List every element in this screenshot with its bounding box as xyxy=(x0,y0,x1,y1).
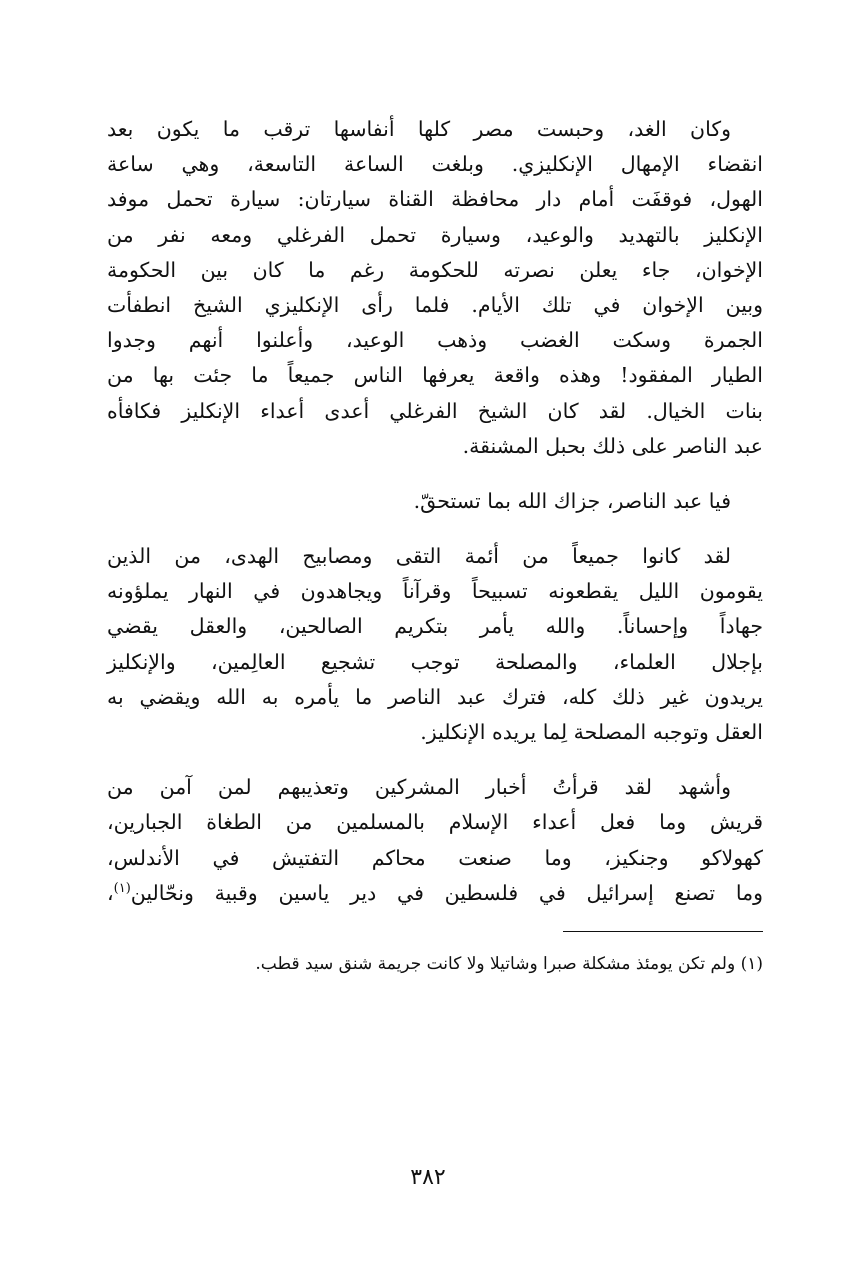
paragraph-4 xyxy=(107,770,763,911)
text-line-with-footnote xyxy=(107,876,763,911)
footnote: (١) ولم تكن يومئذ مشكلة صبرا وشاتيلا ولا كانت جريمة شنق سيد قطب. xyxy=(255,953,763,974)
text-line: الإخوان، جاء يعلن نصرته للحكومة رغم ما كان بين الحكومة xyxy=(107,257,763,282)
paragraph-gap xyxy=(107,464,763,484)
page-number: ٣٨٢ xyxy=(410,1165,446,1190)
text-line: الجمرة وسكت الغضب وذهب الوعيد، وأعلنوا أنهم وجدوا xyxy=(107,328,763,353)
text-line: الهول، فوقفَت أمام دار محافظة القناة سيارتان: سيارة تحمل موفد xyxy=(107,187,763,212)
text-line: فيا عبد الناصر، جزاك الله بما تستحقّ. xyxy=(413,488,731,513)
text-line: جهاداً وإحساناً. والله يأمر بتكريم الصالحين، والعقل يقضي xyxy=(107,614,763,639)
text-line: قريش وما فعل أعداء الإسلام بالمسلمين من الطغاة الجبارين، xyxy=(107,810,763,835)
paragraph-2 xyxy=(107,484,763,519)
text-segment: ، xyxy=(107,880,114,905)
text-segment: وما تصنع إسرائيل في فلسطين في دير ياسين وقبية ونحّالين xyxy=(130,880,763,905)
text-line: العقل وتوجبه المصلحة لِما يريده الإنكليز. xyxy=(420,720,763,744)
text-line: عبد الناصر على ذلك بحبل المشنقة. xyxy=(462,433,763,458)
text-line: كهولاكو وجنكيز، وما صنعت محاكم التفتيش في الأندلس، xyxy=(107,845,763,870)
text-line: وبين الإخوان في تلك الأيام. فلما رأى الإنكليزي الشيخ انطفأت xyxy=(107,292,763,317)
paragraph-gap xyxy=(107,519,763,539)
text-line: يريدون غير ذلك كله، فترك عبد الناصر ما يأمره به الله ويقضي به xyxy=(107,684,763,709)
text-line: لقد كانوا جميعاً من أئمة التقى ومصابيح الهدى، من الذين xyxy=(107,544,731,569)
paragraph-3 xyxy=(107,539,763,750)
text-line: انقضاء الإمهال الإنكليزي. وبلغت الساعة التاسعة، وهي ساعة xyxy=(107,152,763,177)
text-line: وأشهد لقد قرأتُ أخبار المشركين وتعذيبهم لمن آمن من xyxy=(107,775,731,800)
text-line: يقومون الليل يقطعونه تسبيحاً وقرآناً ويجاهدون في النهار يملؤونه xyxy=(107,579,763,604)
text-line: بإجلال العلماء، والمصلحة توجب تشجيع العالِمين، والإنكليز xyxy=(107,649,763,674)
footnote-reference[interactable]: (١) xyxy=(113,880,131,896)
paragraph-gap xyxy=(107,750,763,770)
paragraph-1 xyxy=(107,112,763,464)
footnote-divider xyxy=(563,931,763,932)
page-body xyxy=(107,112,763,978)
text-line: الطيار المفقود! وهذه واقعة يعرفها الناس جميعاً ما جئت بها من xyxy=(107,363,763,388)
text-line: بنات الخيال. لقد كان الشيخ الفرغلي أعدى أعداء الإنكليز فكافأه xyxy=(107,398,763,423)
text-line: وكان الغد، وحبست مصر كلها أنفاسها ترقب ما يكون بعد xyxy=(107,117,731,141)
text-line: الإنكليز بالتهديد والوعيد، وسيارة تحمل الفرغلي ومعه نفر من xyxy=(107,222,763,247)
